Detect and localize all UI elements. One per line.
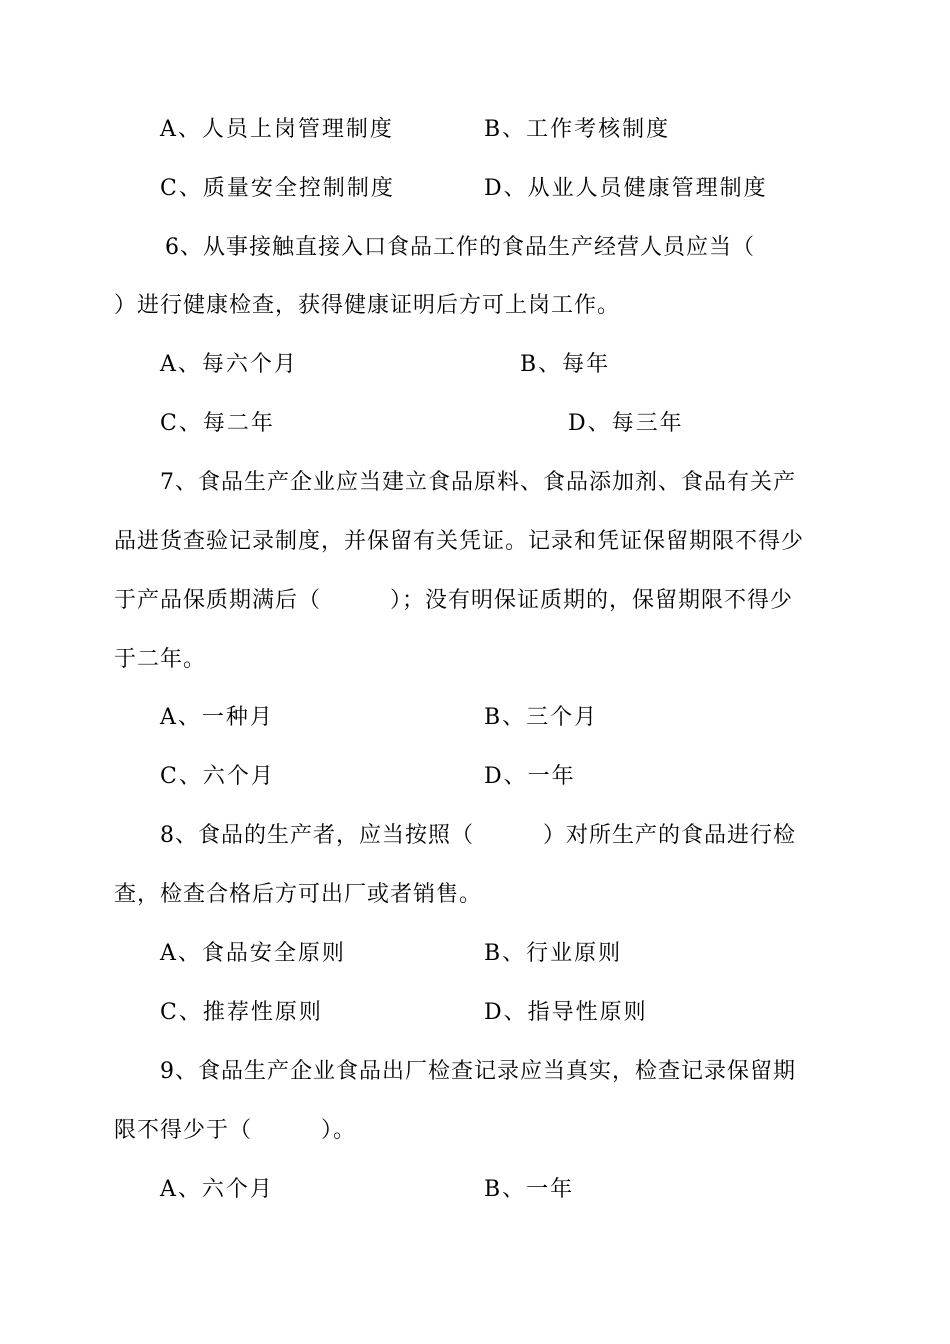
q7-stem-line2: 品进货查验记录制度，并保留有关凭证。记录和凭证保留期限不得少 — [114, 529, 805, 554]
q6-stem-line1: 6、从事接触直接入口食品工作的食品生产经营人员应当（ — [165, 235, 755, 260]
q8-stem-line2: 查，检查合格后方可出厂或者销售。 — [114, 882, 483, 907]
q7-option-a: A、一种月 — [160, 705, 274, 730]
q6-option-b: B、每年 — [520, 352, 611, 377]
q7-stem-line1: 7、食品生产企业应当建立食品原料、食品添加剂、食品有关产 — [160, 470, 796, 495]
q7-option-c: C、六个月 — [160, 764, 275, 789]
q7-stem-line3: 于产品保质期满后（ ）；没有明保证质期的，保留期限不得少 — [114, 588, 794, 613]
q9-option-b: B、一年 — [484, 1177, 575, 1202]
q7-option-b: B、三个月 — [484, 705, 599, 730]
q6-option-c: C、每二年 — [160, 411, 275, 436]
q7-stem-line4: 于二年。 — [114, 647, 207, 672]
q5-option-a: A、人员上岗管理制度 — [160, 117, 394, 142]
q8-option-a: A、食品安全原则 — [160, 941, 346, 966]
q6-option-a: A、每六个月 — [160, 352, 298, 377]
q7-option-d: D、一年 — [484, 764, 576, 789]
q8-option-b: B、行业原则 — [484, 941, 623, 966]
q5-option-c: C、质量安全控制制度 — [160, 176, 395, 201]
q8-option-d: D、指导性原则 — [484, 1000, 648, 1025]
q9-option-a: A、六个月 — [160, 1177, 274, 1202]
q5-option-d: D、从业人员健康管理制度 — [484, 176, 768, 201]
q6-option-d: D、每三年 — [568, 411, 684, 436]
q9-stem-line1: 9、食品生产企业食品出厂检查记录应当真实，检查记录保留期 — [160, 1059, 796, 1084]
q5-option-b: B、工作考核制度 — [484, 117, 671, 142]
q8-option-c: C、推荐性原则 — [160, 1000, 323, 1025]
q6-stem-line2: ）进行健康检查，获得健康证明后方可上岗工作。 — [114, 293, 621, 318]
q8-stem-line1: 8、食品的生产者，应当按照（ ）对所生产的食品进行检 — [160, 823, 796, 848]
q9-stem-line2: 限不得少于（ ）。 — [114, 1118, 357, 1143]
